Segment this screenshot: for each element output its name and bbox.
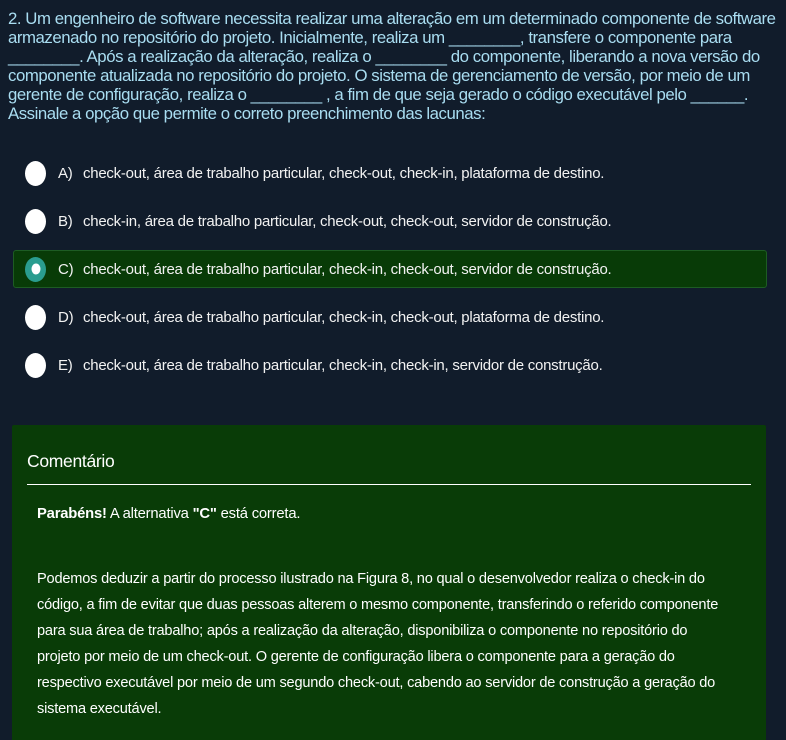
- options-list: [0, 154, 786, 384]
- radio-button-icon[interactable]: [25, 209, 46, 234]
- feedback-post: está correta.: [216, 506, 301, 522]
- comment-divider: [27, 484, 751, 485]
- radio-button-icon[interactable]: [25, 257, 46, 282]
- answer-option[interactable]: [13, 154, 767, 192]
- answer-option[interactable]: [13, 202, 767, 240]
- question-instruction: Assinale a opção que permite o correto preenchimento das lacunas:: [8, 104, 486, 123]
- answer-option-selected[interactable]: [13, 250, 767, 288]
- option-letter: E): [58, 356, 73, 374]
- option-letter: A): [58, 164, 73, 182]
- radio-button-icon[interactable]: [25, 353, 46, 378]
- comment-feedback: [37, 506, 736, 522]
- answer-option[interactable]: [13, 298, 767, 336]
- option-letter: D): [58, 308, 74, 326]
- radio-button-icon[interactable]: [25, 161, 46, 186]
- radio-button-icon[interactable]: [25, 305, 46, 330]
- option-text: check-out, área de trabalho particular, check-out, check-in, plataforma de destino.: [83, 164, 605, 182]
- option-text: check-out, área de trabalho particular, check-in, check-out, plataforma de destino.: [83, 308, 605, 326]
- answer-option[interactable]: [13, 346, 767, 384]
- comment-panel: [12, 425, 766, 740]
- comment-panel-title: Comentário: [27, 451, 115, 471]
- option-text: check-in, área de trabalho particular, check-out, check-out, servidor de construção.: [83, 212, 612, 230]
- question-block: [0, 0, 786, 123]
- feedback-answer-letter: "C": [192, 506, 217, 522]
- feedback-pre: A alternativa: [106, 506, 193, 522]
- option-text: check-out, área de trabalho particular, check-in, check-out, servidor de construção.: [83, 260, 612, 278]
- question-text: 2. Um engenheiro de software necessita realizar uma alteração em um determinado componente de software armazenado no repositório do projeto. Inicialmente, realiza um ________, transfere o componente para ________. Após a realização da alteração, realiza o ________ do componente, liberando a nova versão do componente atualizada no repositório do projeto. O sistema de gerenciamento de versão, por meio de um gerente de configuração, realiza o ________ , a fim de que seja gerado o código executável pelo ______.: [8, 9, 776, 104]
- option-text: check-out, área de trabalho particular, check-in, check-in, servidor de construção.: [83, 356, 603, 374]
- option-letter: C): [58, 260, 74, 278]
- comment-body: Podemos deduzir a partir do processo ilustrado na Figura 8, no qual o desenvolvedor realiza o check-in do código, a fim de evitar que duas pessoas alterem o mesmo componente, transferindo o referido componente para sua área de trabalho; após a realização da alteração, disponibiliza o componente no repositório do projeto por meio de um check-out. O gerente de configuração libera o componente para a geração do respectivo executável por meio de um segundo check-out, cabendo ao servidor de construção a geração do sistema executável.: [37, 571, 719, 717]
- option-letter: B): [58, 212, 73, 230]
- feedback-congrats: Parabéns!: [37, 506, 107, 522]
